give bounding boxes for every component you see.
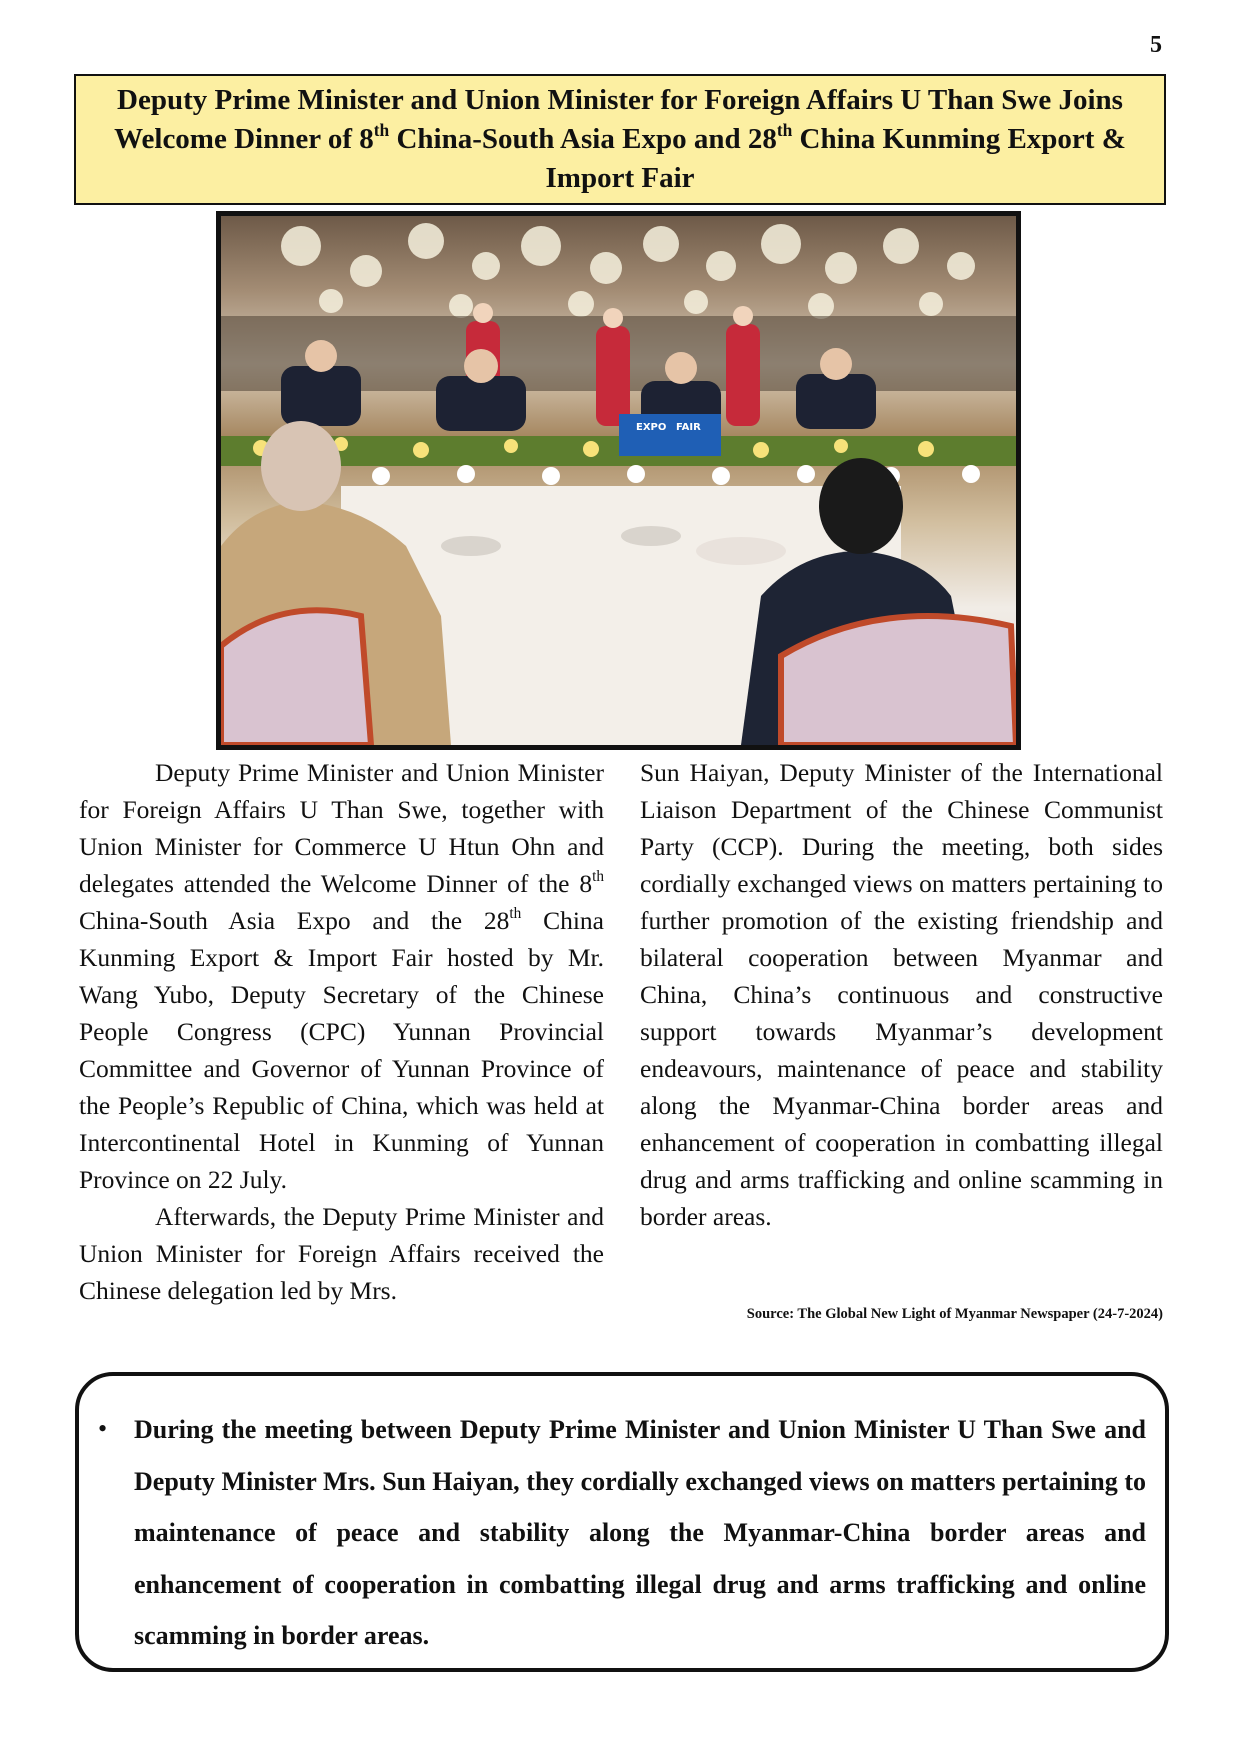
expo-sign-text: EXPO — [636, 422, 667, 433]
page-title: Deputy Prime Minister and Union Minister for Foreign Affairs U Than Swe Joins Welcome Dinner of 8th China-South Asia Expo and 28th China Kunming Export & Import Fair — [114, 84, 1126, 194]
article-paragraph: Afterwards, the Deputy Prime Minister and Union Minister for Foreign Affairs received the Chinese delegation led by Mrs. — [79, 1202, 604, 1305]
article-column-left — [79, 754, 604, 1309]
news-photo — [216, 211, 1021, 750]
headline-box — [74, 74, 1166, 205]
chandelier-lights — [281, 223, 975, 319]
summary-text: During the meeting between Deputy Prime Minister and Union Minister U Than Swe and Deputy Minister Mrs. Sun Haiyan, they cordially exchanged views on matters pertaining to maintenance of peace and stability along the Myanmar-China border areas and enhancement of cooperation in combatting illegal drug and arms trafficking and online scamming in border areas. — [134, 1415, 1146, 1651]
source-credit: Source: The Global New Light of Myanmar Newspaper (24-7-2024) — [746, 1306, 1163, 1322]
fair-sign-text: FAIR — [676, 422, 701, 433]
bullet-icon: • — [98, 1414, 108, 1443]
article-column-right — [640, 754, 1163, 1235]
article-paragraph: Deputy Prime Minister and Union Minister for Foreign Affairs U Than Swe, together with Union Minister for Commerce U Htun Ohn and delegates attended the Welcome Dinner of the 8th China-South Asia Expo and the 28th China Kunming Export & Import Fair hosted by Mr. Wang Yubo, Deputy Secretary of the Chinese People Congress (CPC) Yunnan Provincial Committee and Governor of Yunnan Province of the People’s Republic of China, which was held at Intercontinental Hotel in Kunming of Yunnan Province on 22 July. — [79, 758, 604, 1194]
banquet-photo-illustration — [221, 216, 1016, 745]
summary-box — [75, 1372, 1169, 1672]
page-number: 5 — [1150, 32, 1162, 58]
article-paragraph: Sun Haiyan, Deputy Minister of the International Liaison Department of the Chinese Communist Party (CCP). During the meeting, both sides cordially exchanged views on matters pertaining to further promotion of the existing friendship and bilateral cooperation between Myanmar and China, China’s continuous and constructive support towards Myanmar’s development endeavours, maintenance of peace and stability along the Myanmar-China border areas and enhancement of cooperation in combatting illegal drug and arms trafficking and online scamming in border areas. — [640, 758, 1163, 1231]
